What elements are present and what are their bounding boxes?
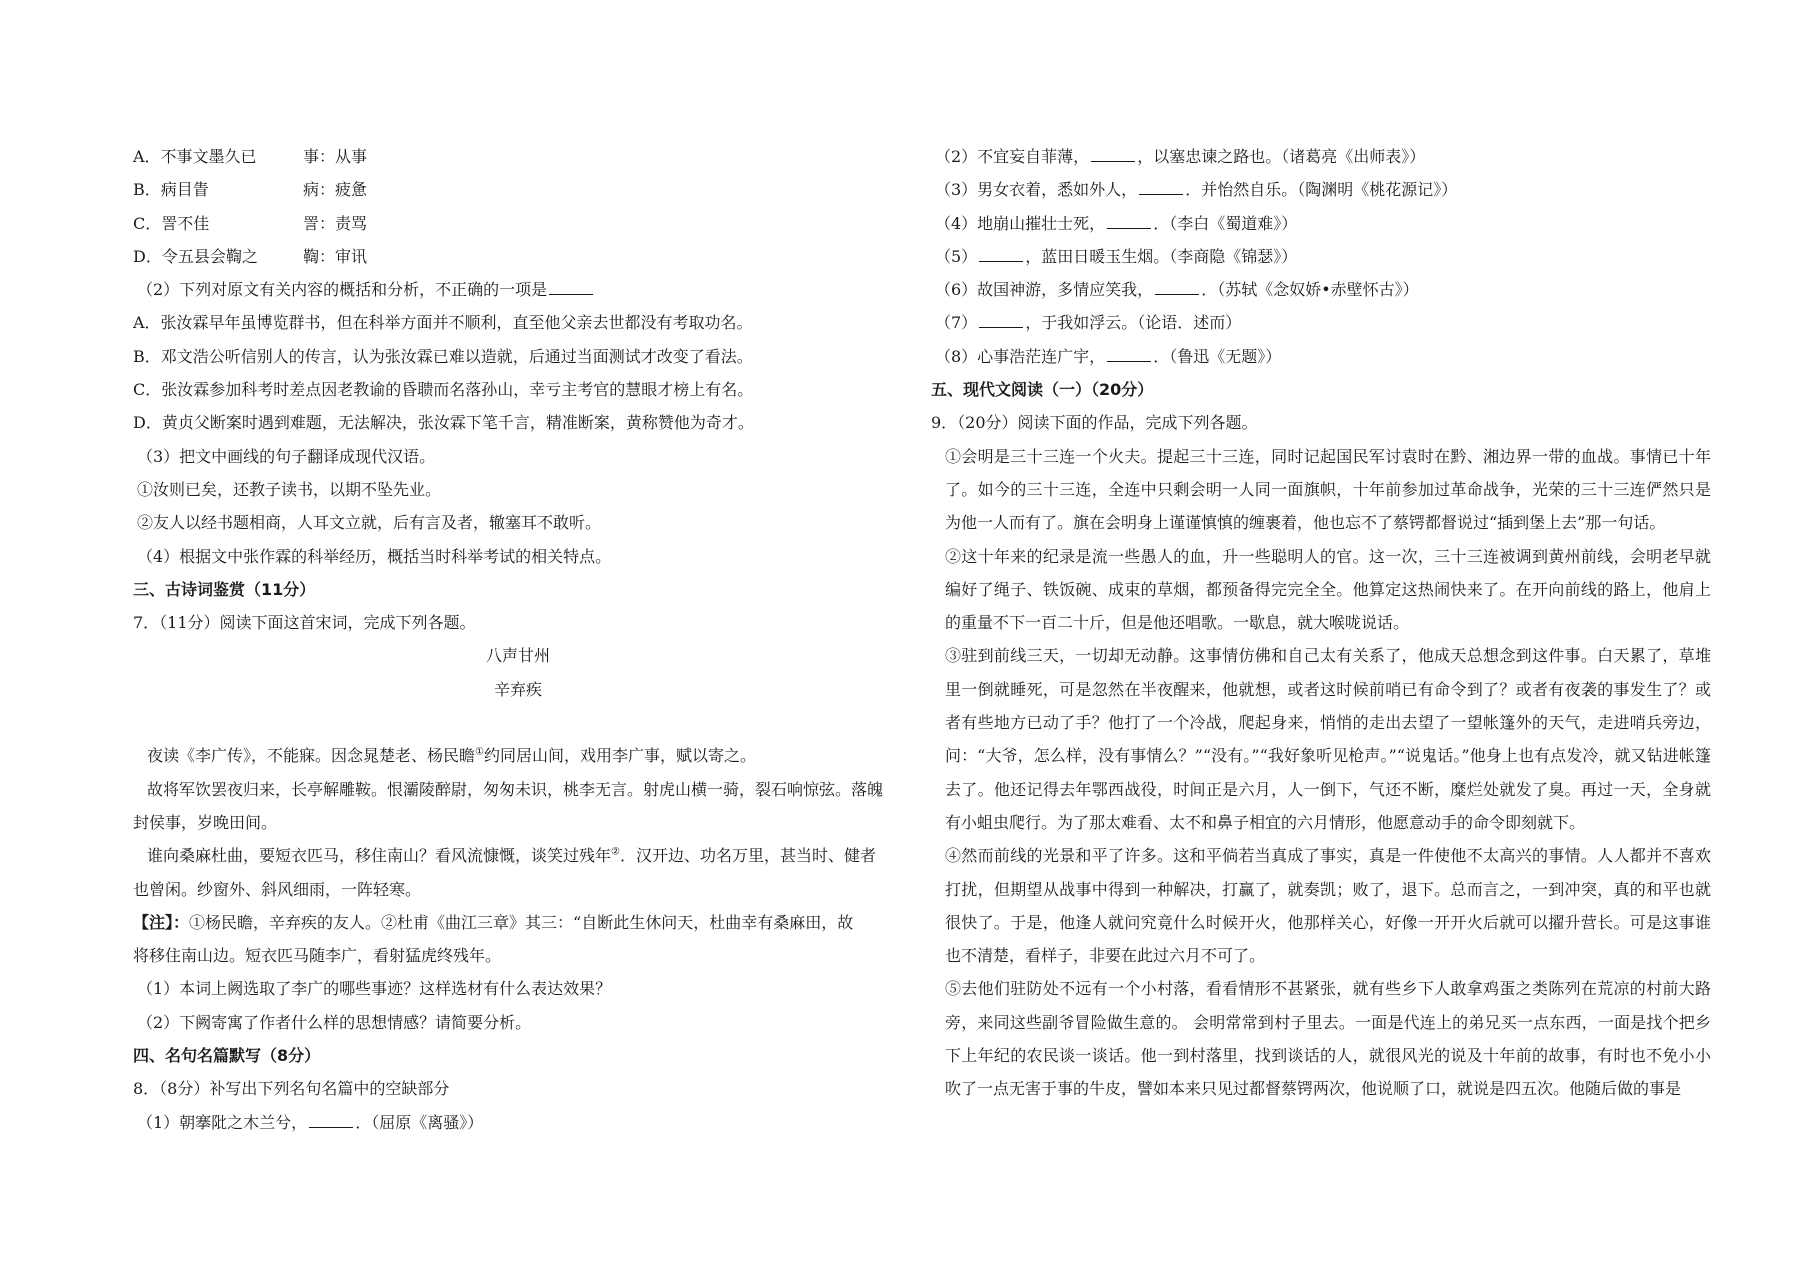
poem-line: 也曾闲。纱窗外、斜风细雨，一阵轻寒。	[133, 879, 422, 899]
choice-line: D．黄贞父断案时遇到难题，无法解决，张汝霖下笔千言，精准断案，黄称赞他为奇才。	[133, 413, 754, 433]
section-4-heading: 四、名句名篇默写（8分）	[133, 1046, 321, 1066]
fill-item	[931, 273, 1711, 306]
option-text: A．不事文墨久已	[133, 147, 257, 166]
fill-text: ，以塞忠谏之路也。（诸葛亮《出师表》）	[1137, 147, 1426, 166]
answer-blank	[1107, 347, 1151, 362]
fill-item	[931, 140, 1711, 173]
option-gloss: 詈：责骂	[303, 213, 368, 233]
answer-blank	[549, 280, 593, 295]
fill-text: （8）心事浩茫连广宇，	[935, 346, 1106, 366]
fill-text: （6）故国神游，多情应笑我，	[935, 280, 1154, 300]
story-paragraph: ④然而前线的光景和平了许多。这和平倘若当真成了事实，真是一件使他不太高兴的事情。人人都并不喜欢打扰，但期望从战事中得到一种解决，打赢了，就奏凯；败了，退下。总而言之，一到冲突，真的和平也就很快了。于是，他逢人就问究竟什么时候开火，他那样关心，好像一开开火后就可以擢升营长。可是这事谁也不清楚，看样子，非要在此过六月不可了。	[945, 846, 1711, 966]
poem-author: 辛弃疾	[493, 679, 542, 699]
choice-line: B．邓文浩公听信别人的传言，认为张汝霖已难以造就，后通过当面测试才改变了看法。	[133, 346, 753, 366]
answer-blank	[979, 313, 1023, 328]
fill-item	[931, 173, 1711, 206]
left-column	[133, 140, 903, 1139]
section-3-heading: 三、古诗词鉴赏（11分）	[133, 579, 316, 599]
answer-blank	[1091, 147, 1135, 162]
question-2-prompt	[133, 273, 903, 306]
fill-item	[931, 240, 1711, 273]
fill-item	[133, 1106, 903, 1139]
answer-blank	[1155, 280, 1199, 295]
poem-text: ．汉开边、功名万里，甚当时、健者	[619, 846, 876, 866]
fill-item	[931, 340, 1711, 373]
story-paragraph: ③驻到前线三天，一切却无动静。这事情仿佛和自己太有关系了，他成天总想念到这件事。白天累了，草堆里一倒就睡死，可是忽然在半夜醒来，他就想，或者这时候前哨已有命令到了？或者有夜袭的事发生了？或者有些地方已动了手？他打了一个冷战，爬起身来，悄悄的走出去望了一望帐篷外的天气，走进哨兵旁边，问：“大爷，怎么样，没有事情么？”“没有。”“我好象听见枪声。”“说鬼话。”他身上也有点发冷，就又钻进帐篷去了。他还记得去年鄂西战役，时间正是六月，人一倒下，气还不断，糜烂处就发了臭。再过一天，全身就有小蛆虫爬行。为了那太难看、太不和鼻子相宜的六月情形，他愿意动手的命令即刻就下。	[945, 646, 1711, 832]
choice-line: A．张汝霖早年虽博览群书，但在科举方面并不顺利，直至他父亲去世都没有考取功名。	[133, 313, 753, 333]
section-5-heading: 五、现代文阅读（一）（20分）	[931, 380, 1154, 400]
story-paragraph: ⑤去他们驻防处不远有一个小村落，看看情形不甚紧张，就有些乡下人敢拿鸡蛋之类陈列在荒凉的村前大路旁，来同这些副爷冒险做生意的。 会明常常到村子里去。一面是代连上的弟兄买一点东西，一面是找个把乡下上年纪的农民谈一谈话。他一到村落里，找到谈话的人，就很风光的说及十年前的故事，有时也不免小小吹了一点无害于事的牛皮，譬如本来只见过都督蔡锷两次，他说顺了口，就说是四五次。他随后做的事是	[945, 979, 1711, 1099]
fill-text: ，蓝田日暖玉生烟。（李商隐《锦瑟》）	[1025, 246, 1298, 266]
option-row	[133, 140, 903, 173]
poem-line	[133, 839, 903, 872]
option-row	[133, 207, 903, 240]
fill-text: ．（屈原《离骚》）	[355, 1112, 484, 1132]
option-text: C．詈不佳	[133, 213, 210, 233]
answer-blank	[1139, 180, 1183, 195]
option-gloss: 病：疲惫	[303, 180, 368, 200]
fill-text: ，于我如浮云。（论语．述而）	[1025, 313, 1242, 333]
option-gloss: 鞫：审讯	[303, 246, 368, 266]
poem-line: 封侯事，岁晚田间。	[133, 812, 278, 832]
option-text: B．病目眚	[133, 180, 209, 200]
fill-text: ．（李白《蜀道难》）	[1153, 213, 1298, 233]
note-label: 【注】：	[133, 912, 190, 932]
poem-text: 谁向桑麻杜曲，要短衣匹马，移住南山？看风流慷慨，谈笑过残年	[147, 846, 612, 866]
option-text: D．令五县会鞫之	[133, 246, 258, 266]
choice-line: C．张汝霖参加科考时差点因老教谕的昏聩而名落孙山，幸亏主考官的慧眼才榜上有名。	[133, 380, 754, 400]
preface-text: 夜读《李广传》，不能寐。因念晁楚老、杨民瞻	[147, 746, 476, 766]
story-paragraph: ①会明是三十三连一个火夫。提起三十三连，同时记起国民军讨袁时在黔、湘边界一带的血战。事情已十年了。如今的三十三连，全连中只剩会明一人同一面旗帜，十年前参加过革命战争，光荣的三十三连俨然只是为他一人而有了。旗在会明身上谨谨慎慎的缠裹着，他也忘不了蔡锷都督说过“插到堡上去”那一句话。	[945, 446, 1711, 533]
footnote-marker: ②	[611, 846, 620, 858]
answer-blank	[1107, 214, 1151, 229]
question-7-1: （1）本词上阙选取了李广的哪些事迹？这样选材有什么表达效果？	[137, 979, 612, 999]
fill-text: （7）	[935, 313, 978, 333]
poem-line: 故将军饮罢夜归来，长亭解雕鞍。恨灞陵醉尉，匆匆未识，桃李无言。射虎山横一骑，裂石响惊弦。落魄	[147, 779, 884, 799]
note-line: 将移住南山边。短衣匹马随李广，看射猛虎终残年。	[133, 946, 502, 966]
fill-text: ．（鲁迅《无题》）	[1153, 346, 1282, 366]
question-7-2: （2）下阙寄寓了作者什么样的思想情感？请简要分析。	[137, 1012, 532, 1032]
fill-text: （1）朝搴阰之木兰兮，	[137, 1112, 308, 1132]
question-7-intro: 7．（11分）阅读下面这首宋词，完成下列各题。	[133, 613, 476, 633]
fill-text: （5）	[935, 246, 978, 266]
fill-text: （2）不宜妄自菲薄，	[935, 147, 1090, 166]
fill-item	[931, 207, 1711, 240]
question-3-prompt: （3）把文中画线的句子翻译成现代汉语。	[137, 446, 436, 466]
fill-text: ．并怡然自乐。（陶渊明《桃花源记》）	[1185, 180, 1458, 200]
translate-item: ②友人以经书题相商，人耳文立就，后有言及者，辙塞耳不敢听。	[137, 513, 602, 533]
fill-text: （3）男女衣着，悉如外人，	[935, 180, 1138, 200]
fill-text: ．（苏轼《念奴娇•赤壁怀古》）	[1201, 280, 1419, 300]
translate-item: ①汝则已矣，还教子读书，以期不坠先业。	[137, 479, 442, 499]
option-row	[133, 240, 903, 273]
story-paragraph: ②这十年来的纪录是流一些愚人的血，升一些聪明人的官。这一次，三十三连被调到黄州前线，会明老早就编好了绳子、铁饭碗、成束的草烟，都预备得完完全全。他算定这热闹快来了。在开向前线的路上，他肩上的重量不下一百二十斤，但是他还唱歌。一歇息，就大喉咙说话。	[945, 546, 1711, 633]
poem-title: 八声甘州	[485, 646, 550, 666]
answer-blank	[979, 247, 1023, 262]
note-line	[133, 906, 903, 939]
question-9-intro: 9．（20分）阅读下面的作品，完成下列各题。	[931, 413, 1258, 433]
note-text: ①杨民瞻，辛弃疾的友人。②杜甫《曲江三章》其三：“自断此生休问天，杜曲幸有桑麻田，故	[189, 912, 854, 932]
footnote-marker: ①	[475, 747, 484, 759]
preface-text: 约同居山间，戏用李广事，赋以寄之。	[483, 746, 756, 766]
question-4-prompt: （4）根据文中张作霖的科举经历，概括当时科举考试的相关特点。	[137, 546, 612, 566]
question-8-intro: 8．（8分）补写出下列名句名篇中的空缺部分	[133, 1079, 450, 1099]
fill-item	[931, 306, 1711, 339]
option-gloss: 事：从事	[303, 147, 368, 166]
spacer	[133, 706, 903, 739]
option-row	[133, 173, 903, 206]
right-column	[931, 140, 1711, 1106]
question-text: （2）下列对原文有关内容的概括和分析，不正确的一项是	[137, 280, 548, 300]
poem-preface	[133, 739, 903, 772]
fill-text: （4）地崩山摧壮士死，	[935, 213, 1106, 233]
answer-blank	[309, 1113, 353, 1128]
